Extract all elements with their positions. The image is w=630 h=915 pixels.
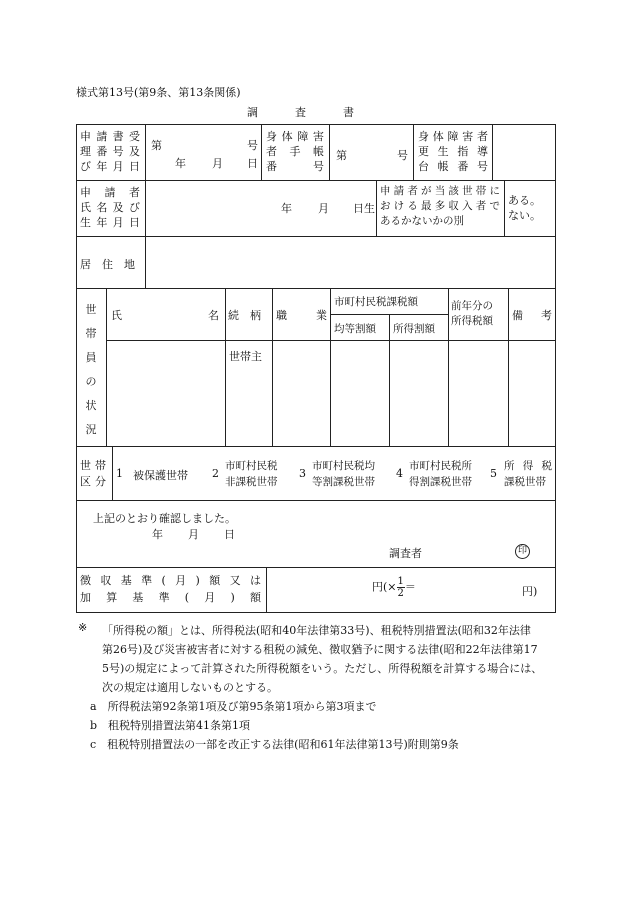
collection-formula: 円(× $\frac{1}{2}$ ＝ xyxy=(372,576,416,599)
applicant-label: 申請者 氏名及び 生年月日 xyxy=(80,186,140,229)
category-income-tax: 所得税 課税世帯 xyxy=(504,460,552,488)
handbook-number-label: 身体障害 者手帳 番号 xyxy=(266,130,324,173)
col-municipal-tax: 市町村民税課税額 xyxy=(334,296,418,308)
note-paragraph: 「所得税の額」とは、所得税法(昭和40年法律第33号)、租税特別措置法(昭和32年法律 第26号)及び災害被害者に対する租税の減免、徴収猶予に関する法律(昭和22年法律第17 5号)の規定によって計算された所得税額をいう。ただし、所得税額を計算する場合には、 次の規定は適用しないものとする。 xyxy=(102,624,543,694)
category-protected: 被保護世帯 xyxy=(133,469,188,482)
category-label: 世帯 区分 xyxy=(80,459,110,488)
col-tax-income: 所得割額 xyxy=(393,323,435,335)
rehab-number-label: 身体障害者 更生指導 台帳番号 xyxy=(418,130,488,173)
address-label: 居 住 地 xyxy=(80,258,135,271)
survey-form-page: 様式第13号(第9条、第13条関係) 調 査 書 申請書受 理番号及 び年月日 第 号 年 月 日 身体障害 者手帳 番号 第 号 身体障害者 更生指導 台帳番号 申請者 氏名及び 生年月日 年 月 日生 申請者が当該世帯に おける最多収入者で あるかないかの別 ある。 ない。 居 住 地 世 帯 員 の 状 況 氏 名 続 柄 職 業 市町村民税課税額 均等割額 所得割額 前年分の 所得税額 備 考 世帯主 世帯 区分 1 被保護世帯 2 市町村民税 非課税世帯 3 市町村民税均 等割課税世帯 4 市町村民税所 得割課税世帯 5 所得税 課税世帯 上記のとおり確認しました。 年 月 日 調査者 印 徴収基準(月)額又は 加算基準(月)額 円(× $\frac{1}{2}$ ＝ 円) ※ 「所得税の額」とは、所得税法(昭和40年法律第33号)、租税特別措置法(昭和32年法律 第26号)及び災害被害者に対する租税の減免、徴収猶予に関する法律(昭和22年法律第17 5号)の規定によって計算された所得税額をいう。ただし、所得税額を計算する場合には、 次の規定は適用しないものとする。 a 所得税法第92条第1項及び第95条第1項から第3項まで b 租税特別措置法第41条第1項 c 租税特別措置法の一部を改正する法律(昭和61年法律第13号)附則第9条 xyxy=(0,0,630,915)
col-prev-income-tax: 前年分の 所得税額 xyxy=(451,300,493,327)
form-title: 調 査 書 xyxy=(247,106,355,119)
note-mark: ※ xyxy=(78,621,88,634)
col-name-b: 名 xyxy=(208,309,219,322)
col-notes: 備 考 xyxy=(512,309,552,322)
collection-label: 徴収基準(月)額又は 加算基準(月)額 xyxy=(80,574,261,604)
col-occupation: 職 業 xyxy=(276,309,327,322)
receipt-number-label: 申請書受 理番号及 び年月日 xyxy=(80,130,140,173)
col-tax-equal: 均等割額 xyxy=(334,323,376,335)
option-no[interactable]: ない。 xyxy=(508,209,541,222)
category-equal-taxed: 市町村民税均 等割課税世帯 xyxy=(312,460,375,488)
note-items: a 所得税法第92条第1項及び第95条第1項から第3項まで b 租税特別措置法第41条第1項 c 租税特別措置法の一部を改正する法律(昭和61年法律第13号)附則第9条 xyxy=(90,700,459,751)
category-nontaxable: 市町村民税 非課税世帯 xyxy=(225,460,278,488)
top-earner-question: 申請者が当該世帯に おける最多収入者で あるかないかの別 xyxy=(380,185,500,227)
head-of-household: 世帯主 xyxy=(229,350,262,363)
investigator-label: 調査者 xyxy=(389,547,422,560)
confirmation-text: 上記のとおり確認しました。 xyxy=(93,512,236,525)
category-income-taxed: 市町村民税所 得割課税世帯 xyxy=(409,460,472,488)
col-relation: 続 柄 xyxy=(228,309,261,322)
household-members-label: 世 帯 員 の 状 況 xyxy=(85,303,97,436)
seal-mark-icon: 印 xyxy=(515,544,530,559)
col-name-a: 氏 xyxy=(111,309,122,322)
option-yes[interactable]: ある。 xyxy=(508,194,541,207)
form-reference: 様式第13号(第9条、第13条関係) xyxy=(76,86,241,99)
